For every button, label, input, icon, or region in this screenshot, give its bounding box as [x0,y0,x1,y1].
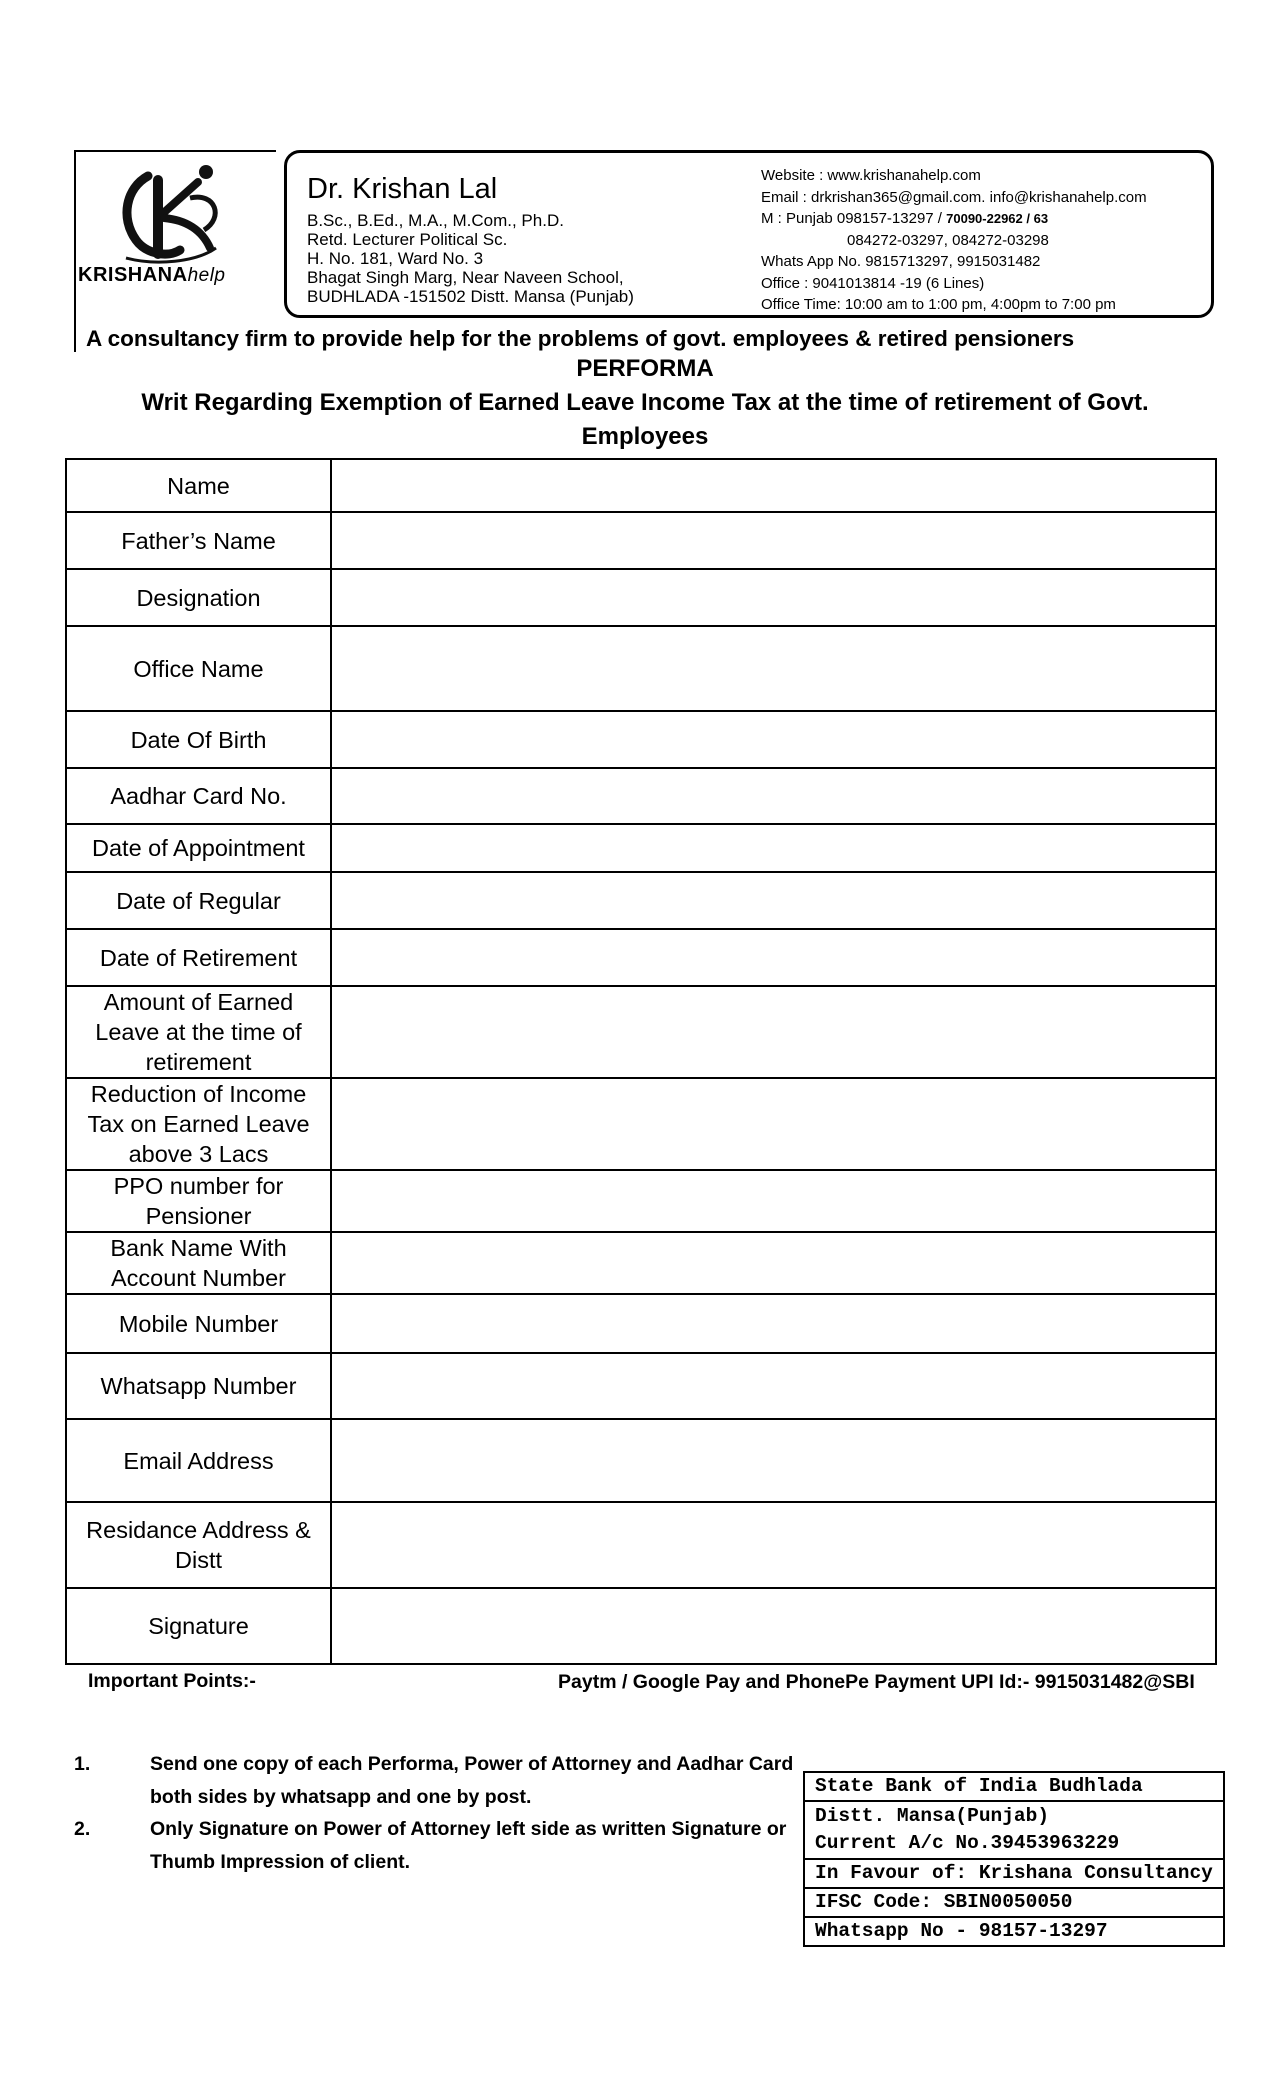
form-row [66,986,1216,1078]
form-row [66,626,1216,711]
address-line: H. No. 181, Ward No. 3 [307,249,484,268]
bank-name: State Bank of India Budhlada [804,1772,1224,1801]
form-row [66,1588,1216,1664]
field-label: Reduction of Income Tax on Earned Leave above 3 Lacs [66,1078,331,1170]
logo-box [74,150,276,352]
whatsapp-number-field[interactable] [331,1353,1216,1419]
whatsapp: Whats App No. 9815713297, 9915031482 [761,253,1041,270]
form-row [66,711,1216,768]
field-label: Email Address [66,1419,331,1502]
field-label: Date of Retirement [66,929,331,986]
field-label: Name [66,459,331,512]
field-label: Mobile Number [66,1294,331,1353]
contact-card [284,150,1214,318]
logo-suffix: help [187,265,226,286]
form-row [66,768,1216,824]
date-of-birth-field[interactable] [331,711,1216,768]
field-label: PPO number for Pensioner [66,1170,331,1232]
form-row [66,824,1216,872]
logo-brand: KRISHANA [78,264,188,286]
important-points-list [74,1748,794,1878]
mobile-number-field[interactable] [331,1294,1216,1353]
address-line: BUDHLADA -151502 Distt. Mansa (Punjab) [307,287,634,306]
form-row [66,512,1216,569]
office-time: Office Time: 10:00 am to 1:00 pm, 4:00pm to 7:00 pm [761,296,1116,313]
point-number: 1. [74,1753,91,1775]
krishana-logo-icon [106,158,256,268]
doctor-name: Dr. Krishan Lal [307,173,498,205]
bank-district-account [804,1801,1224,1859]
title-line-2: Employees [581,423,709,450]
ppo-number-field[interactable] [331,1170,1216,1232]
earned-leave-amount-field[interactable] [331,986,1216,1078]
point-text: Send one copy of each Performa, Power of Attorney and Aadhar Card both sides by whatsapp and one by post. [150,1753,794,1808]
office-name-field[interactable] [331,626,1216,711]
website: Website : www.krishanahelp.com [761,167,981,184]
email: Email : drkrishan365@gmail.com. info@krishanahelp.com [761,188,1147,206]
form-title [60,352,1230,454]
income-tax-reduction-field[interactable] [331,1078,1216,1170]
form-row [66,569,1216,626]
field-label: Date Of Birth [66,711,331,768]
form-row [66,1419,1216,1502]
form-row [66,872,1216,929]
mobile [761,208,1147,230]
field-label: Signature [66,1588,331,1664]
landline: 084272-03297, 084272-03298 [847,231,1049,249]
date-of-retirement-field[interactable] [331,929,1216,986]
field-label: Date of Appointment [66,824,331,872]
qualification-line: Retd. Lecturer Political Sc. [307,230,508,249]
date-of-appointment-field[interactable] [331,824,1216,872]
qualifications [307,211,634,306]
letterhead [74,150,1214,350]
bank-ifsc: IFSC Code: SBIN0050050 [804,1888,1224,1917]
qualification-line: B.Sc., B.Ed., M.A., M.Com., Ph.D. [307,211,564,230]
important-points-label: Important Points:- [88,1670,256,1692]
form-row [66,459,1216,512]
form-row [66,1232,1216,1294]
bank-district: Distt. Mansa(Punjab) [815,1805,1050,1827]
bank-account: Current A/c No.39453963229 [815,1832,1120,1854]
mobile-extra: 70090-22962 / 63 [946,211,1049,226]
field-label: Father’s Name [66,512,331,569]
contact-details [761,165,1147,316]
form-row [66,1294,1216,1353]
point-text: Only Signature on Power of Attorney left side as written Signature or Thumb Impression of client. [150,1818,787,1873]
list-item [74,1748,794,1813]
field-label: Whatsapp Number [66,1353,331,1419]
performa-heading: PERFORMA [576,355,714,382]
bank-details-box [803,1771,1225,1947]
fathers-name-field[interactable] [331,512,1216,569]
title-line-1: Writ Regarding Exemption of Earned Leave Income Tax at the time of retirement of Govt. [141,389,1149,416]
upi-payment-info: Paytm / Google Pay and PhonePe Payment UPI Id:- 9915031482@SBI [558,1671,1195,1693]
bank-whatsapp: Whatsapp No - 98157-13297 [804,1917,1224,1946]
signature-field[interactable] [331,1588,1216,1664]
designation-field[interactable] [331,569,1216,626]
residence-address-field[interactable] [331,1502,1216,1588]
form-row [66,1170,1216,1232]
bank-account-field[interactable] [331,1232,1216,1294]
list-item [74,1813,794,1878]
point-number: 2. [74,1818,91,1840]
email-address-field[interactable] [331,1419,1216,1502]
field-label: Designation [66,569,331,626]
form-row [66,1502,1216,1588]
office-phone: Office : 9041013814 -19 (6 Lines) [761,274,985,292]
form-row [66,1353,1216,1419]
bank-favour: In Favour of: Krishana Consultancy [804,1859,1224,1888]
mobile-primary: M : Punjab 098157-13297 / [761,210,947,227]
tagline: A consultancy firm to provide help for the problems of govt. employees & retired pensioners [86,326,1075,351]
field-label: Bank Name With Account Number [66,1232,331,1294]
address-line: Bhagat Singh Marg, Near Naveen School, [307,268,624,287]
aadhar-card-field[interactable] [331,768,1216,824]
field-label: Date of Regular [66,872,331,929]
logo-text [78,264,225,287]
form-row [66,1078,1216,1170]
field-label: Aadhar Card No. [66,768,331,824]
name-field[interactable] [331,459,1216,512]
field-label: Office Name [66,626,331,711]
applicant-form [65,458,1217,1665]
form-row [66,929,1216,986]
field-label: Amount of Earned Leave at the time of retirement [66,986,331,1078]
field-label: Residance Address & Distt [66,1502,331,1588]
date-of-regular-field[interactable] [331,872,1216,929]
